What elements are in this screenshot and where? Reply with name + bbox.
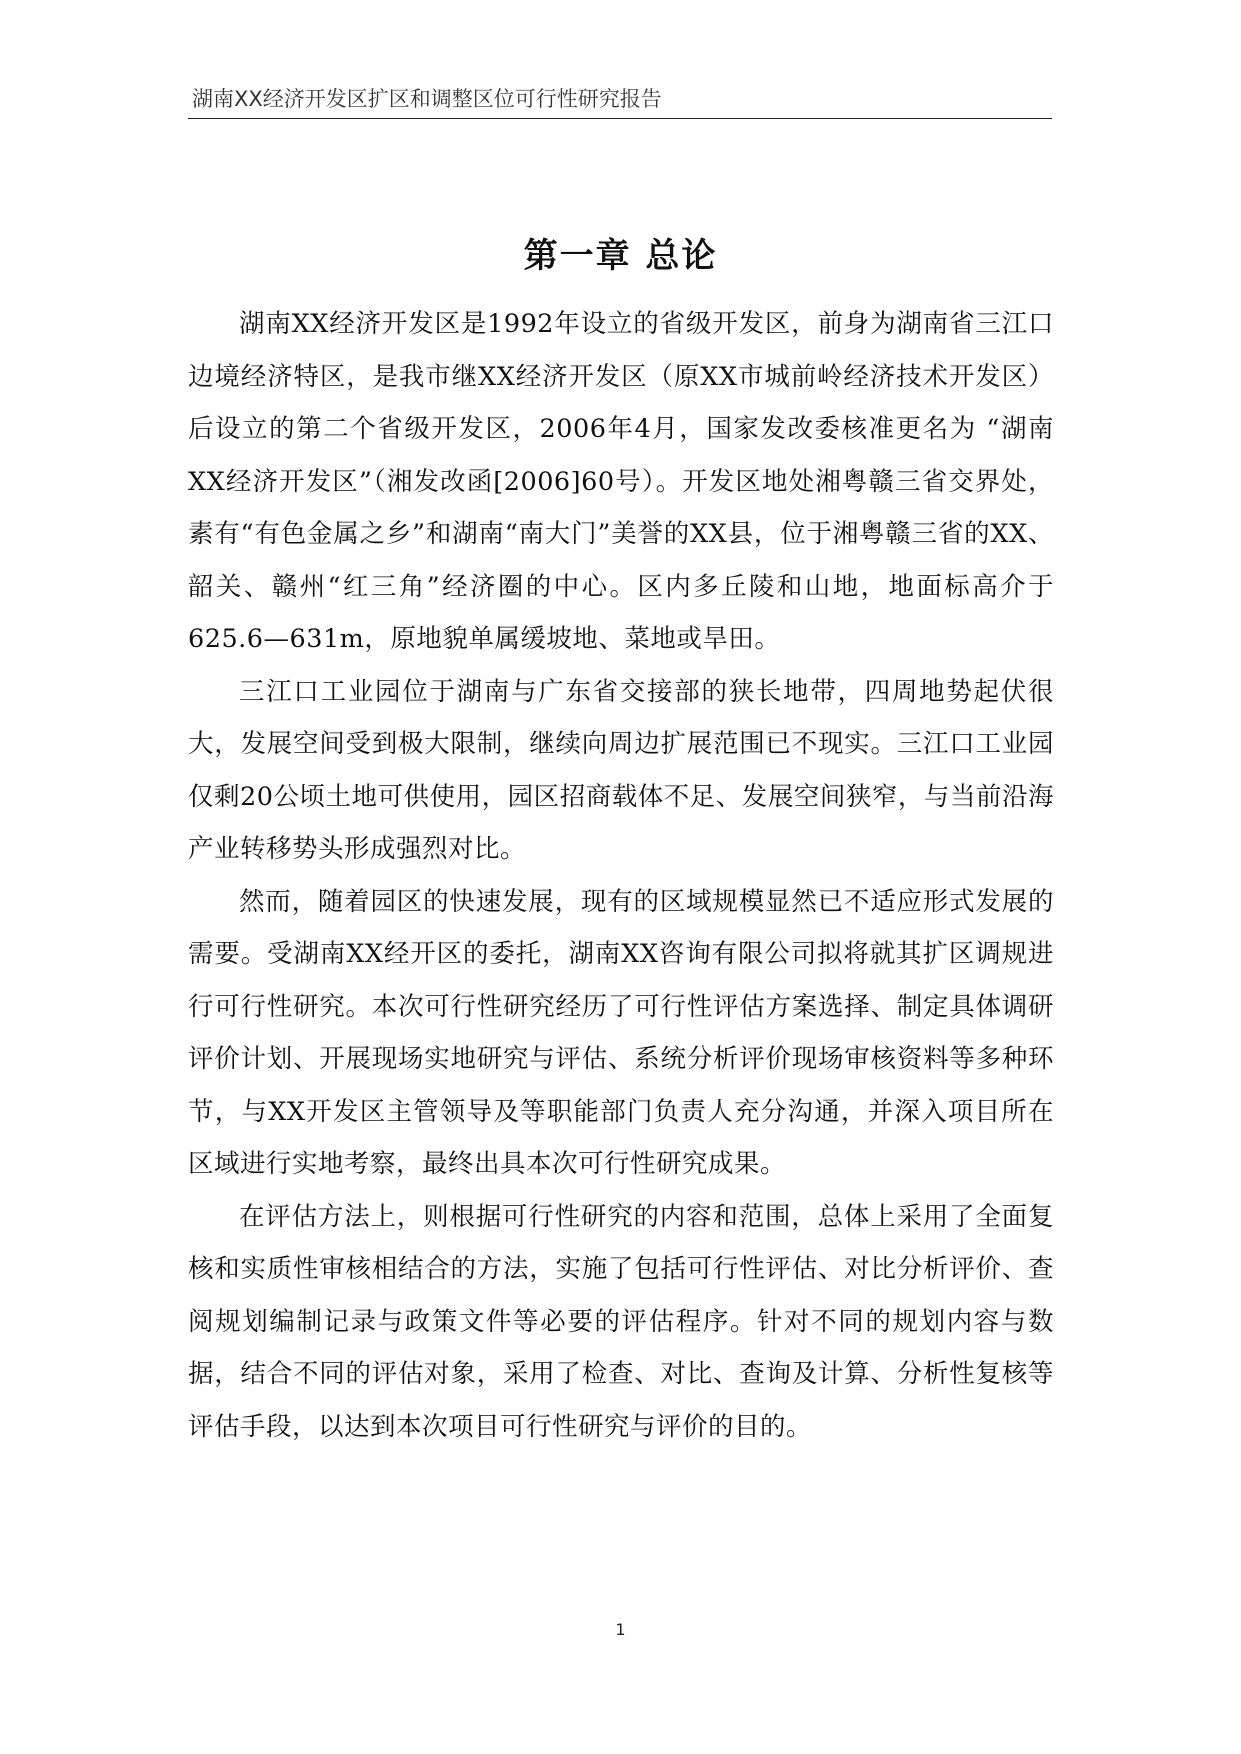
running-header: 湖南XX经济开发区扩区和调整区位可行性研究报告 xyxy=(192,87,662,111)
chapter-title: 第一章 总论 xyxy=(523,236,718,276)
body-text xyxy=(188,298,1054,1453)
header-divider xyxy=(188,118,1052,119)
paragraph-3: 然而，随着园区的快速发展，现有的区域规模显然已不适应形式发展的需要。受湖南XX经开区的委托，湖南XX咨询有限公司拟将就其扩区调规进行可行性研究。本次可行性研究经历了可行性评估方案选择、制定具体调研评价计划、开展现场实地研究与评估、系统分析评价现场审核资料等多种环节，与XX开发区主管领导及等职能部门负责人充分沟通，并深入项目所在区域进行实地考察，最终出具本次可行性研究成果。 xyxy=(188,886,1054,1179)
paragraph-4: 在评估方法上，则根据可行性研究的内容和范围，总体上采用了全面复核和实质性审核相结合的方法，实施了包括可行性评估、对比分析评价、查阅规划编制记录与政策文件等必要的评估程序。针对不同的规划内容与数据，结合不同的评估对象，采用了检查、对比、查询及计算、分析性复核等评估手段，以达到本次项目可行性研究与评价的目的。 xyxy=(188,1201,1054,1442)
paragraph-2: 三江口工业园位于湖南与广东省交接部的狭长地带，四周地势起伏很大，发展空间受到极大限制，继续向周边扩展范围已不现实。三江口工业园仅剩20公顷土地可供使用，园区招商载体不足、发展空间狭窄，与当前沿海产业转移势头形成强烈对比。 xyxy=(188,676,1054,864)
paragraph-1: 湖南XX经济开发区是1992年设立的省级开发区，前身为湖南省三江口边境经济特区，是我市继XX经济开发区（原XX市城前岭经济技术开发区）后设立的第二个省级开发区，2006年4月，国家发改委核准更名为 “湖南XX经济开发区”（湘发改函[2006]60号）。开发区地处湘粤赣三省交界处，素有“有色金属之乡”和湖南“南大门”美誉的XX县，位于湘粤赣三省的XX、韶关、赣州“红三角”经济圈的中心。区内多丘陵和山地，地面标高介于625.6—631m，原地貌单属缓坡地、菜地或旱田。 xyxy=(188,309,1054,654)
page-number: 1 xyxy=(615,1620,626,1639)
